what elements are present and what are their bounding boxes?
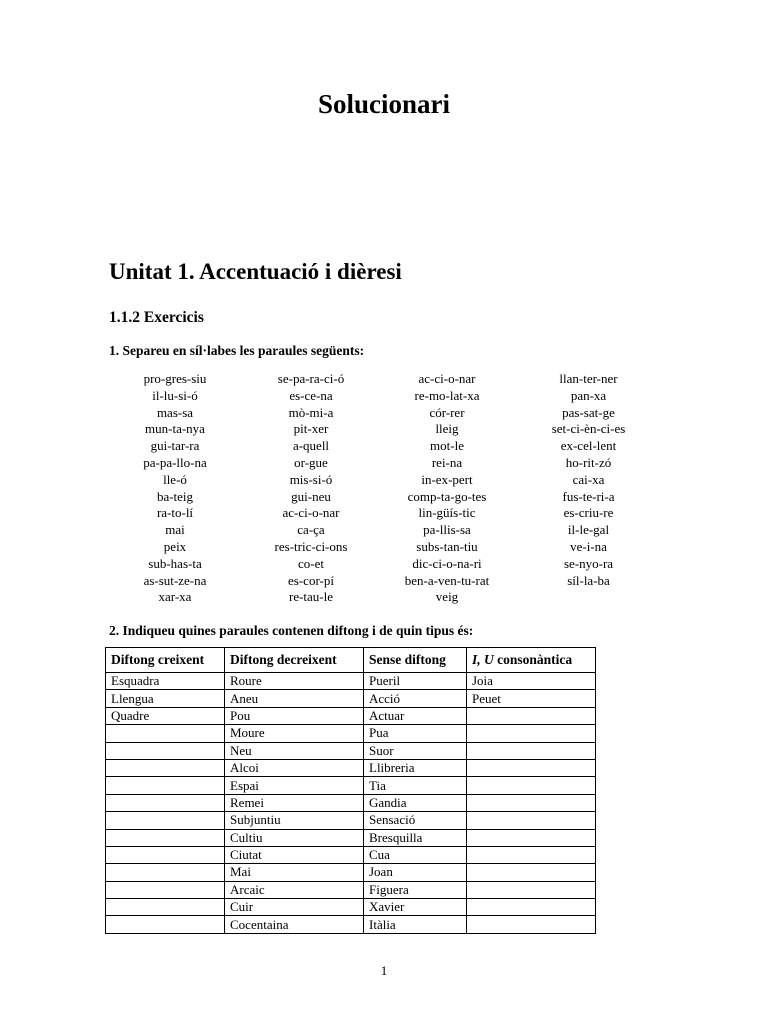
table-row (106, 846, 596, 863)
syllable-word: lin-güís-tic (418, 505, 476, 521)
table-cell: Ciutat (225, 846, 364, 863)
syllable-word: ac-ci-o-nar (418, 371, 476, 386)
syllable-word: lle-ó (163, 471, 187, 487)
syllable-word: xar-xa (158, 589, 192, 605)
syllable-word: a-quell (292, 438, 330, 454)
table-cell: Mai (225, 864, 364, 881)
syllable-word: ac-ci-o-nar (282, 505, 340, 521)
table-cell: Llengua (106, 690, 225, 707)
syllable-word: re-tau-le (288, 589, 334, 605)
syllable-word: ho-rit-zó (565, 454, 612, 470)
table-cell (467, 916, 596, 933)
syllable-word: re-mo-lat-xa (414, 387, 480, 403)
syllable-word: rei-na (431, 454, 463, 470)
table-cell (467, 777, 596, 794)
syllable-word: res-tric-ci-ons (274, 538, 348, 554)
syllable-word: ba-teig (156, 488, 194, 504)
table-cell: Roure (225, 673, 364, 690)
syllable-word: pan-xa (570, 387, 607, 403)
table-row (106, 916, 596, 933)
table-cell: Gandia (364, 794, 467, 811)
table-cell (106, 899, 225, 916)
table-row (106, 673, 596, 690)
table-row (106, 794, 596, 811)
table-cell (467, 846, 596, 863)
table-cell: Itàlia (364, 916, 467, 933)
syllable-word: ex-cel-lent (560, 438, 617, 454)
table-cell (106, 759, 225, 776)
syllable-word: veig (435, 589, 459, 605)
header-consonantica (467, 648, 596, 673)
table-row (106, 881, 596, 898)
syllable-word: sub-has-ta (148, 555, 202, 571)
syllable-word: il-lu-si-ó (152, 387, 198, 403)
syllable-word: cór-rer (429, 404, 465, 420)
table-cell (467, 812, 596, 829)
syllable-column (515, 371, 662, 606)
table-cell: Figuera (364, 881, 467, 898)
syllable-word: pas-sat-ge (562, 404, 615, 420)
syllable-word: mò-mi-a (288, 404, 334, 420)
table-cell: Remei (225, 794, 364, 811)
syllable-word (515, 589, 662, 606)
syllable-word: comp-ta-go-tes (407, 488, 487, 504)
syllable-word: as-sut-ze-na (143, 572, 207, 588)
syllable-word: ve-i-na (570, 538, 607, 554)
table-cell (467, 899, 596, 916)
table-cell (467, 759, 596, 776)
table-row (106, 690, 596, 707)
table-cell (467, 707, 596, 724)
table-cell: Bresquilla (364, 829, 467, 846)
question-1: 1. Separeu en síl·labes les paraules següents: (109, 343, 365, 358)
table-cell: Aneu (225, 690, 364, 707)
table-cell (467, 794, 596, 811)
table-cell: Actuar (364, 707, 467, 724)
table-cell: Cultiu (225, 829, 364, 846)
syllable-word: or-gue (294, 454, 328, 470)
syllable-word: peix (163, 538, 187, 554)
syllable-word: cai-xa (572, 471, 605, 487)
syllable-word: in-ex-pert (421, 471, 473, 487)
table-cell: Neu (225, 742, 364, 759)
table-cell: Alcoi (225, 759, 364, 776)
table-cell: Sensació (364, 812, 467, 829)
table-row (106, 707, 596, 724)
syllable-word: ca-ça (297, 522, 325, 538)
table-row (106, 725, 596, 742)
syllable-word: llan-ter-ner (559, 371, 618, 386)
table-cell: Esquadra (106, 673, 225, 690)
syllable-column (243, 371, 379, 606)
table-row (106, 864, 596, 881)
syllable-word: set-ci-èn-ci-es (551, 421, 626, 437)
page-number: 1 (380, 963, 388, 978)
table-cell: Joan (364, 864, 467, 881)
table-cell (106, 881, 225, 898)
table-cell (467, 881, 596, 898)
table-cell (106, 742, 225, 759)
table-cell: Joia (467, 673, 596, 690)
syllable-word: fus-te-ri-a (562, 488, 615, 504)
table-cell (106, 916, 225, 933)
syllable-word: pa-pa-llo-na (143, 454, 207, 470)
syllable-word: es-ce-na (289, 387, 333, 403)
table-cell: Moure (225, 725, 364, 742)
table-cell: Espai (225, 777, 364, 794)
table-row (106, 742, 596, 759)
table-cell (106, 725, 225, 742)
table-cell (106, 794, 225, 811)
table-cell: Cua (364, 846, 467, 863)
header-sense-diftong: Sense diftong (364, 648, 467, 673)
table-row (106, 829, 596, 846)
table-row (106, 777, 596, 794)
syllable-word: se-nyo-ra (563, 555, 614, 571)
syllable-word: ben-a-ven-tu-rat (404, 572, 490, 588)
syllable-word: gui-neu (291, 488, 331, 504)
table-cell: Llibreria (364, 759, 467, 776)
table-cell (106, 846, 225, 863)
syllable-word: es-cor-pí (288, 572, 334, 588)
table-cell (106, 777, 225, 794)
table-cell (467, 864, 596, 881)
syllable-word: mai (165, 522, 185, 538)
header-iu-italic: I, U (472, 652, 494, 667)
question-2: 2. Indiqueu quines paraules contenen diftong i de quin tipus és: (109, 623, 474, 638)
syllable-word: es-criu-re (563, 505, 614, 521)
syllable-column (107, 371, 243, 606)
table-cell (467, 742, 596, 759)
table-cell: Cuir (225, 899, 364, 916)
table-row (106, 899, 596, 916)
table-cell (106, 812, 225, 829)
syllable-word: co-et (298, 555, 324, 571)
syllable-word: il-le-gal (567, 522, 610, 538)
table-cell: Pueril (364, 673, 467, 690)
syllable-word: síl-la-ba (567, 572, 610, 588)
syllable-word: se-pa-ra-ci-ó (277, 371, 345, 386)
syllable-word: mas-sa (156, 404, 194, 420)
table-cell: Xavier (364, 899, 467, 916)
table-row (106, 759, 596, 776)
header-consonantica-label: consonàntica (497, 652, 573, 667)
page-title: Solucionari (317, 89, 451, 119)
table-cell: Arcaic (225, 881, 364, 898)
table-cell: Subjuntiu (225, 812, 364, 829)
table-cell: Suor (364, 742, 467, 759)
syllable-word: pro-gres-siu (143, 371, 207, 386)
table-cell: Cocentaina (225, 916, 364, 933)
table-cell (467, 829, 596, 846)
header-diftong-creixent: Diftong creixent (106, 648, 225, 673)
table-row (106, 812, 596, 829)
syllable-word: gui-tar-ra (150, 438, 200, 454)
table-cell (106, 864, 225, 881)
syllable-word: lleig (435, 421, 459, 437)
header-diftong-decreixent: Diftong decreixent (225, 648, 364, 673)
table-cell (106, 829, 225, 846)
subsection-heading: 1.1.2 Exercicis (109, 309, 204, 326)
unit-heading: Unitat 1. Accentuació i dièresi (109, 259, 402, 284)
table-cell: Pou (225, 707, 364, 724)
diphthong-table (105, 647, 596, 934)
table-cell: Peuet (467, 690, 596, 707)
syllable-column (379, 371, 515, 606)
syllable-word: ra-to-lí (156, 505, 194, 521)
table-cell (467, 725, 596, 742)
syllable-word: dic-ci-o-na-ri (412, 555, 482, 571)
table-cell: Quadre (106, 707, 225, 724)
table-cell: Pua (364, 725, 467, 742)
syllable-word: mot-le (430, 438, 464, 454)
syllable-word: pa-llis-sa (423, 522, 471, 538)
syllable-word: subs-tan-tiu (416, 538, 478, 554)
table-cell: Tia (364, 777, 467, 794)
syllable-word: mis-si-ó (289, 471, 333, 487)
table-header-row (106, 648, 596, 673)
syllable-word: pit-xer (293, 421, 329, 437)
syllable-word: mun-ta-nya (145, 421, 205, 437)
syllable-grid (107, 371, 662, 606)
table-cell: Acció (364, 690, 467, 707)
